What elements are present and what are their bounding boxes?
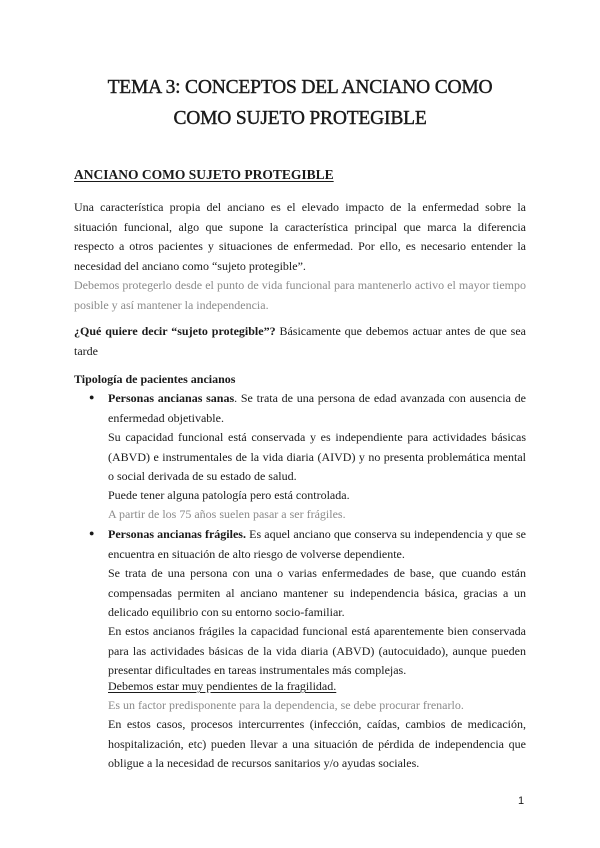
item1-paragraph-3: Puede tener alguna patología pero está controlada. (108, 488, 350, 502)
intro-grey-note: Debemos protegerlo desde el punto de vida funcional para mantenerlo activo el mayor tiempo posible y así mantener la independencia. (74, 278, 526, 312)
title-line-1: TEMA 3: CONCEPTOS DEL ANCIANO COMO (107, 77, 493, 98)
intro-paragraph: Una característica propia del anciano es el elevado impacto de la enfermedad sobre la situación funcional, algo que supone la característica principal que marca la diferencia respecto a otros pacientes y situaciones de enfermedad. Por ello, es necesario entender la necesidad del anciano como “sujeto protegible”. (74, 200, 526, 273)
item2-underlined: Debemos estar muy pendientes de la fragilidad. (108, 679, 337, 693)
item1-grey-note: A partir de los 75 años suelen pasar a ser frágiles. (108, 507, 346, 521)
page-number: 1 (518, 795, 525, 807)
typology-heading-text: Tipología de pacientes ancianos (74, 372, 236, 386)
page-title (0, 72, 600, 134)
question-bold: ¿Qué quiere decir “sujeto protegible”? (74, 324, 276, 338)
item1-paragraph-2: Su capacidad funcional está conservada y es independiente para actividades básicas (ABVD) e instrumentales de la vida diaria (AIVD) y no presenta problemática mental o social derivada de su estado de salud. (108, 430, 526, 483)
item2-rest: Es aquel anciano que conserva su independencia y que se encuentra en situación de alto riesgo de volverse dependiente. (108, 527, 527, 561)
list-item-fragile (108, 525, 526, 564)
bullet-icon: ● (89, 392, 95, 402)
section-heading: ANCIANO COMO SUJETO PROTEGIBLE (74, 167, 334, 182)
question-answer: Básicamente que debemos actuar antes de que sea tarde (74, 324, 526, 358)
question-paragraph (74, 322, 526, 361)
list-item-healthy (108, 389, 526, 428)
item2-paragraph-4: En estos casos, procesos intercurrentes (infección, caídas, cambios de medicación, hospitalización, etc) pueden llevar a una situación de pérdida de independencia que obligue a la necesidad de recursos sanitarios y/o ayudas sociales. (108, 717, 526, 770)
item2-paragraph-3: En estos ancianos frágiles la capacidad funcional está aparentemente bien conservada para las actividades básicas de la vida diaria (ABVD) (autocuidado), aunque pueden presentar dificultades en tareas instrumentales más complejas. (108, 624, 526, 677)
title-line-2: COMO SUJETO PROTEGIBLE (173, 108, 427, 129)
item2-bold: Personas ancianas frágiles. (108, 527, 246, 541)
item1-bold: Personas ancianas sanas (108, 391, 235, 405)
bullet-icon: ● (89, 528, 95, 538)
item1-rest: . Se trata de una persona de edad avanzada con ausencia de enfermedad objetivable. (108, 391, 527, 425)
typology-heading (74, 370, 526, 390)
item2-paragraph-2: Se trata de una persona con una o varias enfermedades de base, que cuando están compensadas permiten al anciano mantener su independencia básica, gracias a un delicado equilibrio con su entorno socio-familiar. (108, 566, 526, 619)
item2-grey-note: Es un factor predisponente para la dependencia, se debe procurar frenarlo. (108, 698, 464, 712)
